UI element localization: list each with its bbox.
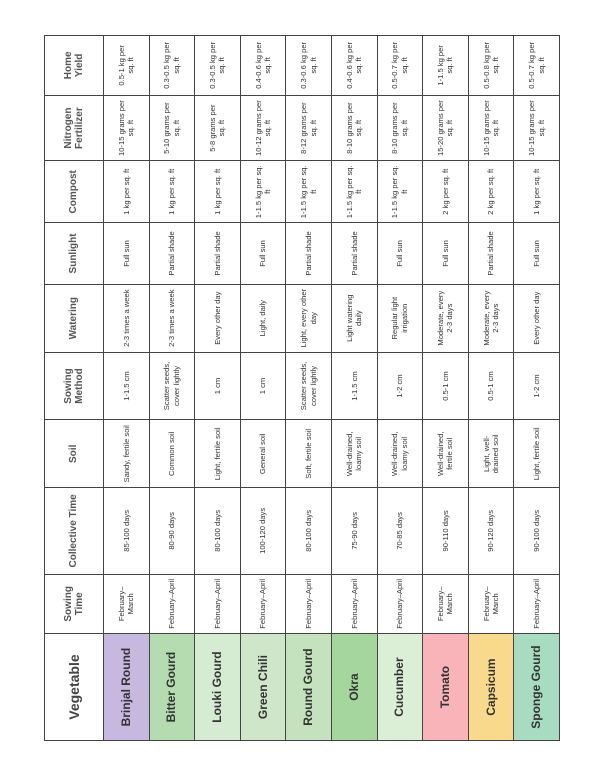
cell-soil: Well-drained, loamy soil	[377, 420, 423, 488]
cell-sowing-method: 1-1.5 cm	[104, 352, 150, 420]
header-collective-time: Collective Time	[45, 488, 104, 574]
cell-soil: Common soil	[149, 420, 195, 488]
cell-sowing-method: Scatter seeds, cover lightly	[286, 352, 332, 420]
cell-sowing-method: 1 cm	[240, 352, 286, 420]
header-row	[45, 36, 104, 741]
cell-nitrogen-fertilizer: 8-12 grams per sq. ft	[286, 95, 332, 161]
cell-soil: Soft, fertile soil	[286, 420, 332, 488]
table-row	[240, 36, 286, 741]
cell-collective-time: 75-90 days	[331, 488, 377, 574]
cell-soil: Light, fertile soil	[514, 420, 560, 488]
cell-vegetable: Brinjal Round	[104, 634, 150, 741]
cell-sunlight: Partial shade	[331, 223, 377, 285]
table-row	[286, 36, 332, 741]
cell-home-yield: 0.3-0.5 kg per sq. ft	[195, 36, 241, 96]
cell-compost: 1 kg per sq. ft	[514, 161, 560, 223]
cell-vegetable: Okra	[331, 634, 377, 741]
cell-vegetable: Louki Gourd	[195, 634, 241, 741]
cell-compost: 1-1.5 kg per sq. ft	[331, 161, 377, 223]
cell-nitrogen-fertilizer: 8-10 grams per sq. ft	[377, 95, 423, 161]
cell-vegetable: Capsicum	[468, 634, 514, 741]
cell-home-yield: 0.3-0.5 kg per sq. ft	[149, 36, 195, 96]
cell-vegetable: Cucumber	[377, 634, 423, 741]
cell-home-yield: 0.3-0.6 kg per sq. ft	[286, 36, 332, 96]
cell-collective-time: 80-100 days	[195, 488, 241, 574]
cell-sunlight: Full sun	[377, 223, 423, 285]
cell-watering: Moderate, every 2-3 days	[423, 284, 469, 352]
cell-nitrogen-fertilizer: 8-10 grams per sq. ft	[331, 95, 377, 161]
cell-sowing-time: February–March	[423, 574, 469, 634]
cell-nitrogen-fertilizer: 5-8 grams per sq. ft	[195, 95, 241, 161]
vegetable-guide-table	[44, 35, 560, 741]
cell-sunlight: Partial shade	[468, 223, 514, 285]
cell-home-yield: 0.5-1 kg per sq. ft	[104, 36, 150, 96]
cell-home-yield: 0.5-0.7 kg per sq. ft	[377, 36, 423, 96]
cell-watering: 2-3 times a week	[149, 284, 195, 352]
cell-nitrogen-fertilizer: 10-15 grams per sq. ft	[104, 95, 150, 161]
table-row	[377, 36, 423, 741]
cell-sowing-time: February–April	[240, 574, 286, 634]
cell-compost: 2 kg per sq. ft	[468, 161, 514, 223]
cell-watering: Every other day	[514, 284, 560, 352]
cell-sunlight: Partial shade	[149, 223, 195, 285]
cell-soil: Light, well-drained soil	[468, 420, 514, 488]
cell-home-yield: 0.5-0.7 kg per sq. ft	[514, 36, 560, 96]
cell-home-yield: 0.4-0.6 kg per sq. ft	[240, 36, 286, 96]
cell-collective-time: 85-100 days	[104, 488, 150, 574]
cell-watering: Light watering daily	[331, 284, 377, 352]
table-row	[149, 36, 195, 741]
cell-collective-time: 80-100 days	[286, 488, 332, 574]
cell-collective-time: 90-110 days	[423, 488, 469, 574]
cell-sunlight: Full sun	[240, 223, 286, 285]
cell-watering: Moderate, every 2-3 days	[468, 284, 514, 352]
cell-home-yield: 0.4-0.6 kg per sq. ft	[331, 36, 377, 96]
cell-sowing-time: February–April	[149, 574, 195, 634]
cell-compost: 1 kg per sq. ft	[149, 161, 195, 223]
cell-sowing-method: 0.5-1 cm	[468, 352, 514, 420]
cell-sunlight: Full sun	[104, 223, 150, 285]
header-watering: Watering	[45, 284, 104, 352]
cell-soil: General soil	[240, 420, 286, 488]
cell-home-yield: 1-1.5 kg per sq. ft	[423, 36, 469, 96]
cell-collective-time: 100-120 days	[240, 488, 286, 574]
cell-compost: 2 kg per sq. ft	[423, 161, 469, 223]
cell-sowing-time: February–April	[514, 574, 560, 634]
header-home-yield: Home Yield	[45, 36, 104, 96]
cell-vegetable: Green Chili	[240, 634, 286, 741]
table-frame	[44, 35, 560, 741]
table-row	[468, 36, 514, 741]
cell-sowing-time: February–April	[377, 574, 423, 634]
cell-sowing-time: February–April	[195, 574, 241, 634]
header-sowing-method: Sowing Method	[45, 352, 104, 420]
cell-vegetable: Sponge Gourd	[514, 634, 560, 741]
cell-vegetable: Bitter Gourd	[149, 634, 195, 741]
cell-compost: 1-1.5 kg per sq. ft	[240, 161, 286, 223]
cell-sowing-time: February–April	[331, 574, 377, 634]
cell-soil: Light, fertile soil	[195, 420, 241, 488]
cell-soil: Well-drained, loamy soil	[331, 420, 377, 488]
cell-soil: Well-drained, fertile soil	[423, 420, 469, 488]
cell-nitrogen-fertilizer: 10-12 grams per sq. ft	[240, 95, 286, 161]
cell-sunlight: Full sun	[423, 223, 469, 285]
header-vegetable: Vegetable	[45, 634, 104, 741]
table-row	[423, 36, 469, 741]
table-row	[331, 36, 377, 741]
cell-collective-time: 90-100 days	[514, 488, 560, 574]
cell-vegetable: Round Gourd	[286, 634, 332, 741]
cell-collective-time: 90-120 days	[468, 488, 514, 574]
cell-nitrogen-fertilizer: 10-15 grams per sq. ft	[468, 95, 514, 161]
cell-watering: 2-3 times a week	[104, 284, 150, 352]
header-sunlight: Sunlight	[45, 223, 104, 285]
cell-collective-time: 70-85 days	[377, 488, 423, 574]
cell-sowing-time: February–March	[104, 574, 150, 634]
cell-sowing-method: 0.5-1 cm	[423, 352, 469, 420]
cell-sowing-method: 1-2 cm	[377, 352, 423, 420]
header-compost: Compost	[45, 161, 104, 223]
header-soil: Soil	[45, 420, 104, 488]
cell-sowing-method: Scatter seeds, cover lightly	[149, 352, 195, 420]
cell-watering: Light, every other day	[286, 284, 332, 352]
cell-nitrogen-fertilizer: 5-10 grams per sq. ft	[149, 95, 195, 161]
cell-sowing-method: 1-2 cm	[514, 352, 560, 420]
table-body	[104, 36, 560, 741]
cell-watering: Light, daily	[240, 284, 286, 352]
cell-sowing-time: February–March	[468, 574, 514, 634]
header-sowing-time: Sowing Time	[45, 574, 104, 634]
cell-watering: Regular light irrigation	[377, 284, 423, 352]
rotated-table-container	[44, 35, 560, 741]
header-nitrogen-fertilizer: Nitrogen Fertilizer	[45, 95, 104, 161]
cell-nitrogen-fertilizer: 15-20 grams per sq. ft	[423, 95, 469, 161]
cell-compost: 1-1.5 kg per sq. ft	[286, 161, 332, 223]
cell-home-yield: 0.5-0.8 kg per sq. ft	[468, 36, 514, 96]
cell-sunlight: Partial shade	[286, 223, 332, 285]
cell-compost: 1-1.5 kg per sq. ft	[377, 161, 423, 223]
cell-watering: Every other day	[195, 284, 241, 352]
cell-sunlight: Full sun	[514, 223, 560, 285]
cell-sowing-method: 1-1.5 cm	[331, 352, 377, 420]
cell-sowing-time: February–April	[286, 574, 332, 634]
cell-nitrogen-fertilizer: 10-15 grams per sq. ft	[514, 95, 560, 161]
table-row	[195, 36, 241, 741]
table-row	[104, 36, 150, 741]
cell-soil: Sandy, fertile soil	[104, 420, 150, 488]
table-row	[514, 36, 560, 741]
cell-compost: 1 kg per sq. ft	[195, 161, 241, 223]
cell-sowing-method: 1 cm	[195, 352, 241, 420]
cell-vegetable: Tomato	[423, 634, 469, 741]
cell-compost: 1 kg per sq. ft	[104, 161, 150, 223]
cell-collective-time: 80-90 days	[149, 488, 195, 574]
cell-sunlight: Partial shade	[195, 223, 241, 285]
